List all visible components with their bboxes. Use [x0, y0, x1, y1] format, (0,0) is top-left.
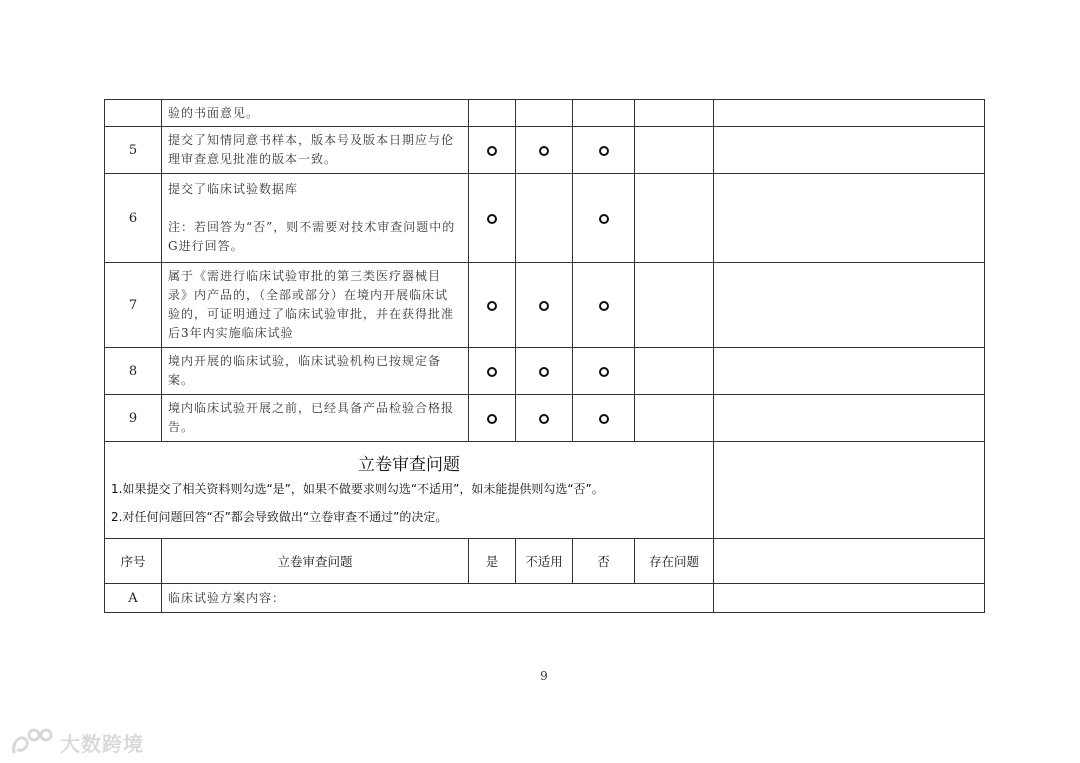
- description-line: 提交了知情同意书样本，版本号及版本日期应与伦: [168, 133, 455, 147]
- row-description: [162, 174, 469, 263]
- row-number: 9: [105, 395, 162, 442]
- not-applicable-radio[interactable]: [539, 301, 549, 311]
- not-applicable-radio[interactable]: [539, 146, 549, 156]
- no-radio[interactable]: [599, 214, 609, 224]
- description-line: 验的，可证明通过了临床试验审批，并在获得批准: [168, 307, 455, 321]
- answer-cell-no: [573, 127, 635, 174]
- table-row: [105, 263, 985, 348]
- row-description: [162, 100, 469, 127]
- header-no: 否: [573, 539, 635, 584]
- yes-radio[interactable]: [487, 214, 497, 224]
- remarks-cell: [714, 584, 985, 613]
- row-description: [162, 348, 469, 395]
- issue-cell: [635, 263, 714, 348]
- table-row: [105, 174, 985, 263]
- remarks-cell: [714, 100, 985, 127]
- no-radio[interactable]: [599, 414, 609, 424]
- table-row: [105, 127, 985, 174]
- description-line: 注：若回答为“否”，则不需要对技术审查问题中的: [168, 220, 456, 234]
- remarks-cell: [714, 442, 985, 539]
- section-banner: [105, 442, 714, 539]
- header-na: 不适用: [516, 539, 573, 584]
- row-number: 7: [105, 263, 162, 348]
- table-row-a: [105, 584, 985, 613]
- section-note-1: 1.如果提交了相关资料则勾选“是”，如果不做要求则勾选“不适用”，如未能提供则勾选“否”。: [111, 482, 604, 496]
- header-question: 立卷审查问题: [162, 539, 469, 584]
- table-row: [105, 100, 985, 127]
- row-description: 临床试验方案内容：: [162, 584, 714, 613]
- description-line: 境内临床试验开展之前，已经具备产品检验合格报: [168, 401, 455, 415]
- no-radio[interactable]: [599, 301, 609, 311]
- description-line: 属于《需进行临床试验审批的第三类医疗器械目: [168, 269, 442, 283]
- yes-radio[interactable]: [487, 367, 497, 377]
- answer-cell-no: [573, 395, 635, 442]
- description-line: 后3年内实施临床试验: [168, 326, 294, 340]
- header-num: 序号: [105, 539, 162, 584]
- row-number: 8: [105, 348, 162, 395]
- answer-cell-no: [573, 263, 635, 348]
- no-radio[interactable]: [599, 367, 609, 377]
- answer-cell-yes: [469, 127, 516, 174]
- section-title: 立卷审查问题: [358, 455, 460, 475]
- answer-cell-na: [516, 263, 573, 348]
- answer-cell-yes: [469, 263, 516, 348]
- watermark-text: 大数跨境: [60, 731, 144, 756]
- answer-cell-yes: [469, 100, 516, 127]
- description-line: 告。: [168, 420, 195, 434]
- watermark: [10, 726, 144, 758]
- answer-cell-na: [516, 127, 573, 174]
- issue-cell: [635, 174, 714, 263]
- row-number: [105, 100, 162, 127]
- row-description: [162, 395, 469, 442]
- issue-cell: [635, 348, 714, 395]
- remarks-cell: [714, 174, 985, 263]
- description-line: 境内开展的临床试验，临床试验机构已按规定备: [168, 354, 442, 368]
- not-applicable-radio[interactable]: [539, 367, 549, 377]
- answer-cell-na: [516, 395, 573, 442]
- issue-cell: [635, 127, 714, 174]
- yes-radio[interactable]: [487, 146, 497, 156]
- issue-cell: [635, 100, 714, 127]
- description-line: 录》内产品的，（全部或部分）在境内开展临床试: [168, 288, 449, 302]
- section-note-2: 2.对任何问题回答“否”都会导致做出“立卷审查不通过”的决定。: [111, 510, 448, 524]
- description-line: G进行回答。: [168, 239, 244, 253]
- description-line: 提交了临床试验数据库: [168, 182, 299, 196]
- row-number: A: [105, 584, 162, 613]
- description-line: 理审查意见批准的版本一致。: [168, 152, 338, 166]
- remarks-cell: [714, 539, 985, 584]
- header-row: [105, 539, 985, 584]
- description-line: 验的书面意见。: [168, 105, 260, 120]
- answer-cell-na: [516, 100, 573, 127]
- remarks-cell: [714, 263, 985, 348]
- answer-cell-yes: [469, 348, 516, 395]
- row-description: [162, 263, 469, 348]
- answer-cell-na: [516, 348, 573, 395]
- answer-cell-yes: [469, 174, 516, 263]
- no-radio[interactable]: [599, 146, 609, 156]
- issue-cell: [635, 395, 714, 442]
- remarks-cell: [714, 127, 985, 174]
- answer-cell-no: [573, 174, 635, 263]
- row-number: 6: [105, 174, 162, 263]
- answer-cell-no: [573, 100, 635, 127]
- header-yes: 是: [469, 539, 516, 584]
- yes-radio[interactable]: [487, 301, 497, 311]
- remarks-cell: [714, 395, 985, 442]
- watermark-logo-icon: [10, 726, 58, 758]
- table-row: [105, 348, 985, 395]
- page-number: 9: [540, 669, 548, 683]
- row-description: [162, 127, 469, 174]
- not-applicable-radio[interactable]: [539, 414, 549, 424]
- description-line: 案。: [168, 373, 195, 387]
- answer-cell-no: [573, 348, 635, 395]
- header-issue: 存在问题: [635, 539, 714, 584]
- table-row: [105, 395, 985, 442]
- answer-cell-na: [516, 174, 573, 263]
- row-number: 5: [105, 127, 162, 174]
- remarks-cell: [714, 348, 985, 395]
- yes-radio[interactable]: [487, 414, 497, 424]
- review-table: [104, 99, 985, 613]
- answer-cell-yes: [469, 395, 516, 442]
